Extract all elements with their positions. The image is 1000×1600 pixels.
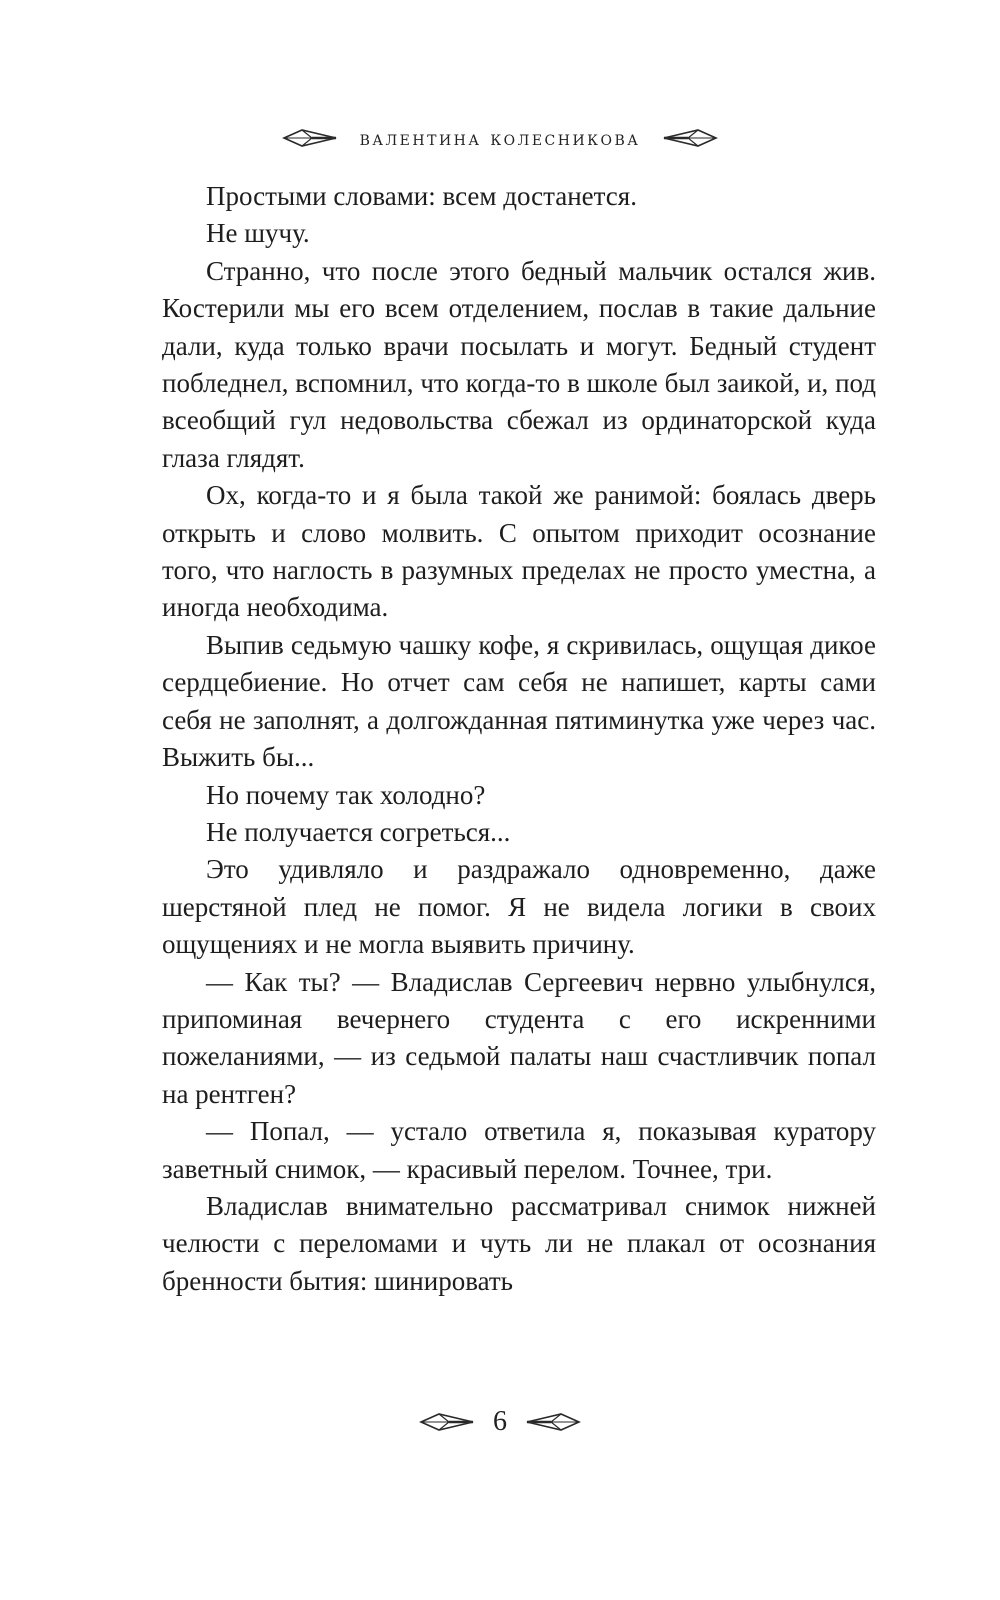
paragraph-1: Простыми словами: всем достанется. [206,181,637,211]
paragraph-2: Не шучу. [206,218,310,249]
author-name: валентина колесникова [359,126,641,150]
paragraph-6: Но почему так холодно? [206,779,486,810]
paragraph-7: Не получается согреться... [206,816,511,847]
right-footer-ornament-icon [525,1411,581,1433]
paragraph-8: Это удивляло и раздражало одновременно, даже шерстяной плед не помог. Я не видела логики в своих ощущениях и не могла выявить причину. [162,854,876,960]
left-diamond-ornament-icon [282,127,338,149]
left-footer-ornament-icon [419,1411,475,1433]
running-header [0,120,1000,156]
page-number: 6 [493,1406,507,1437]
body-text [162,178,876,1300]
page-footer [0,1404,1000,1440]
right-diamond-ornament-icon [662,127,718,149]
paragraph-9: — Как ты? — Владислав Сергеевич нервно улыбнулся, припоминая вечернего студента с его искренними пожеланиями, — из седьмой палаты наш счастливчик попал на рентген? [162,966,876,1109]
paragraph-10: — Попал, — устало ответила я, показывая куратору заветный снимок, — красивый перелом. Точнее, три. [162,1116,876,1184]
paragraph-5: Выпив седьмую чашку кофе, я скривилась, ощущая дикое сердцебиение. Но отчет сам себя не напишет, карты сами себя не заполнят, а долгожданная пятиминутка уже через час. Выжить бы... [162,629,876,773]
paragraph-11: Владислав внимательно рассматривал снимок нижней челюсти с переломами и чуть ли не плакал от осознания бренности бытия: шинировать [162,1190,876,1296]
paragraph-3: Странно, что после этого бедный мальчик остался жив. Костерили мы его всем отделением, послав в такие дальние дали, куда только врачи посылать и могут. Бедный студент побледнел, вспомнил, что когда-то в школе был заикой, и, под всеобщий гул недовольства сбежал из ординаторской куда глаза глядят. [162,255,876,473]
paragraph-4: Ох, когда-то и я была такой же ранимой: боялась дверь открыть и слово молвить. С опытом приходит осознание того, что наглость в разумных пределах не просто уместна, а иногда необходима. [162,480,876,623]
